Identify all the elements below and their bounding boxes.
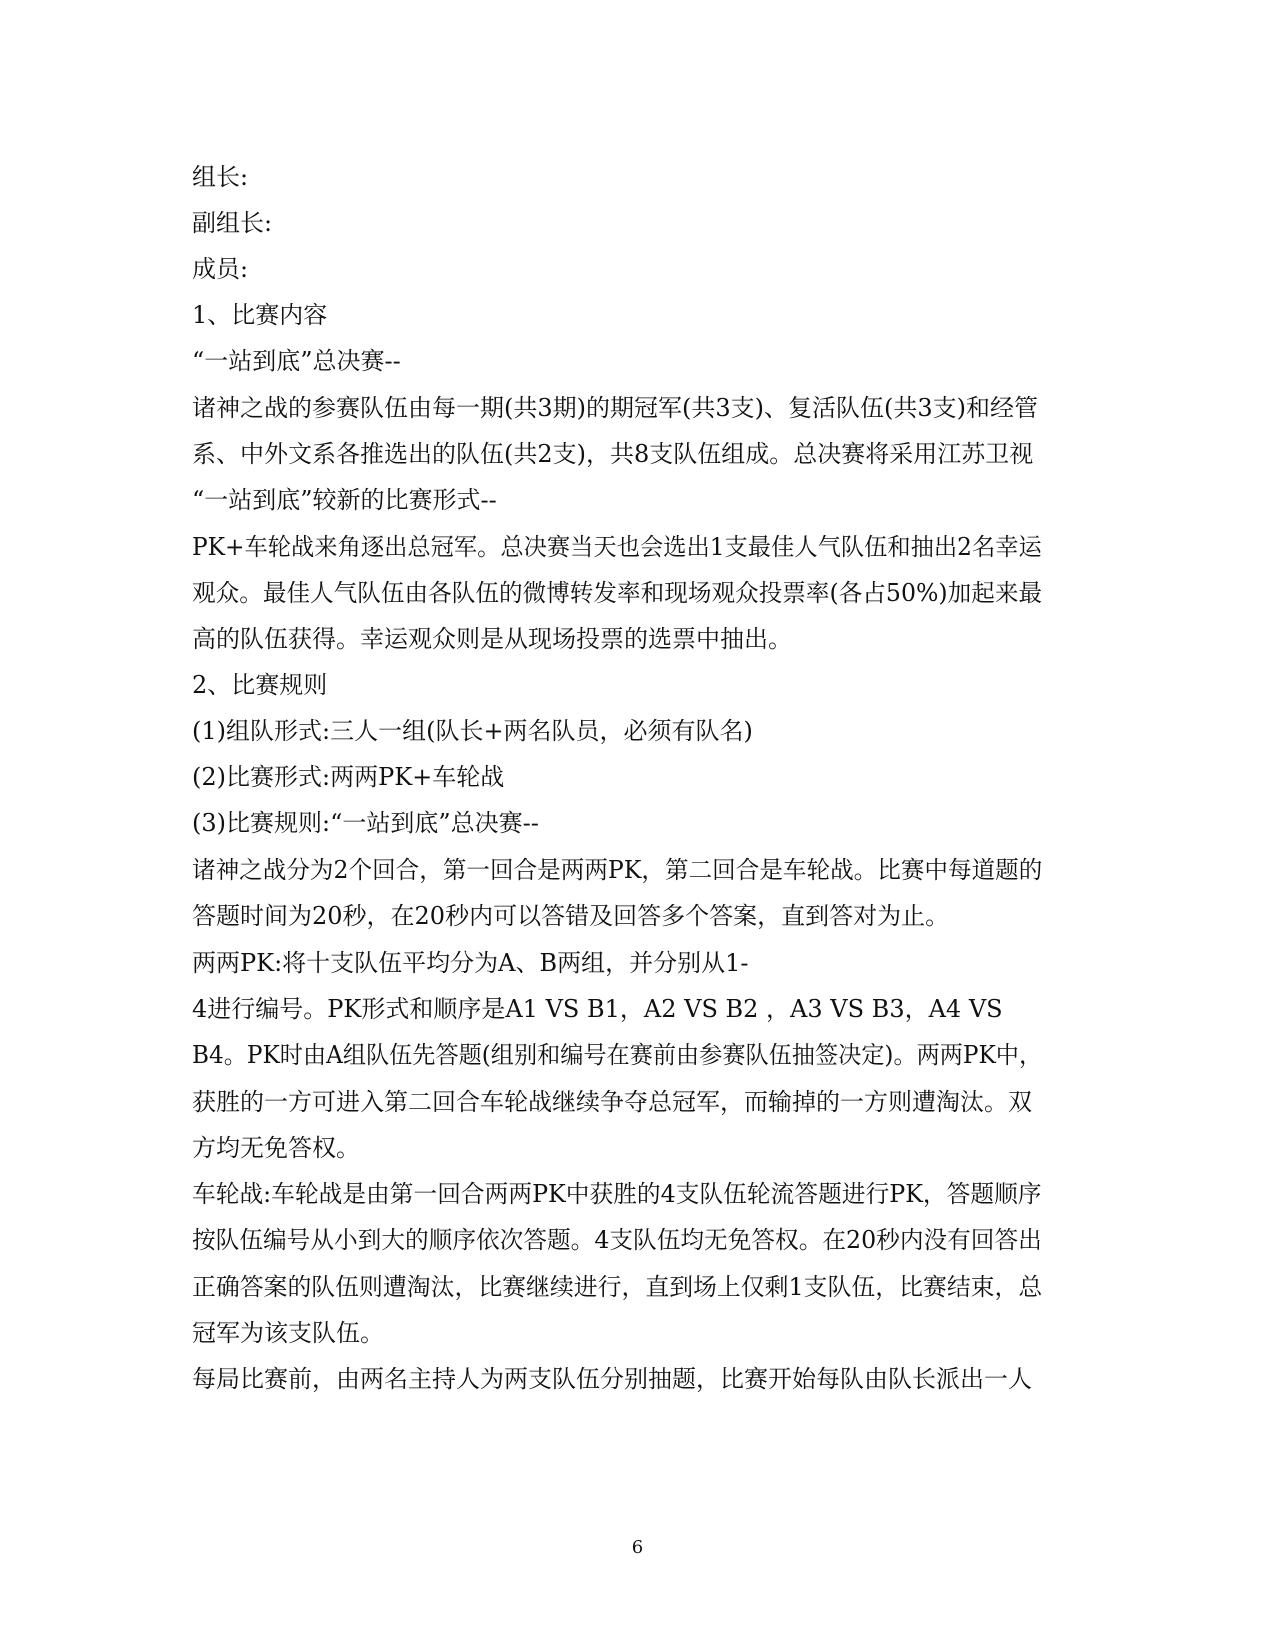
text-line: 4进行编号。PK形式和顺序是A1 VS B1，A2 VS B2 ，A3 VS B3，A4 VS [192,995,1003,1023]
text-line: 高的队伍获得。幸运观众则是从现场投票的选票中抽出。 [192,625,792,653]
text-line: “一站到底”较新的比赛形式-- [192,486,497,514]
text-line: (2)比赛形式:两两PK+车轮战 [192,763,505,791]
text-line: 方均无免答权。 [192,1134,360,1162]
page-number: 6 [631,1537,644,1558]
text-line: (3)比赛规则:“一站到底”总决赛-- [192,809,539,837]
text-line: PK+车轮战来角逐出总冠军。总决赛当天也会选出1支最佳人气队伍和抽出2名幸运 [192,533,1042,561]
text-line: 正确答案的队伍则遭淘汰，比赛继续进行，直到场上仅剩1支队伍，比赛结束，总 [192,1273,1043,1301]
text-line: 获胜的一方可进入第二回合车轮战继续争夺总冠军，而输掉的一方则遭淘汰。双 [192,1088,1032,1116]
text-line: 每局比赛前，由两名主持人为两支队伍分别抽题，比赛开始每队由队长派出一人 [192,1365,1032,1393]
text-line: 车轮战:车轮战是由第一回合两两PK中获胜的4支队伍轮流答题进行PK，答题顺序 [192,1180,1042,1208]
text-line: (1)组队形式:三人一组(队长+两名队员，必须有队名) [192,717,753,745]
text-line: “一站到底”总决赛-- [192,347,401,375]
text-line: 诸神之战的参赛队伍由每一期(共3期)的期冠军(共3支)、复活队伍(共3支)和经管 [192,394,1038,422]
text-line: 观众。最佳人气队伍由各队伍的微博转发率和现场观众投票率(各占50%)加起来最 [192,579,1043,607]
section-heading: 2、比赛规则 [192,671,328,699]
text-line: 答题时间为20秒，在20秒内可以答错及回答多个答案，直到答对为止。 [192,902,950,930]
text-line: 组长: [192,163,249,191]
text-line: B4。PK时由A组队伍先答题(组别和编号在赛前由参赛队伍抽签决定)。两两PK中， [192,1041,1043,1069]
section-heading: 1、比赛内容 [192,301,328,329]
text-line: 诸神之战分为2个回合，第一回合是两两PK，第二回合是车轮战。比赛中每道题的 [192,856,1043,884]
text-line: 冠军为该支队伍。 [192,1319,384,1347]
text-line: 按队伍编号从小到大的顺序依次答题。4支队伍均无免答权。在20秒内没有回答出 [192,1226,1042,1254]
text-line: 成员: [192,255,249,283]
text-line: 系、中外文系各推选出的队伍(共2支)，共8支队伍组成。总决赛将采用江苏卫视 [192,440,1034,468]
text-line: 两两PK:将十支队伍平均分为A、B两组，并分别从1- [192,949,749,977]
text-line: 副组长: [192,209,273,237]
